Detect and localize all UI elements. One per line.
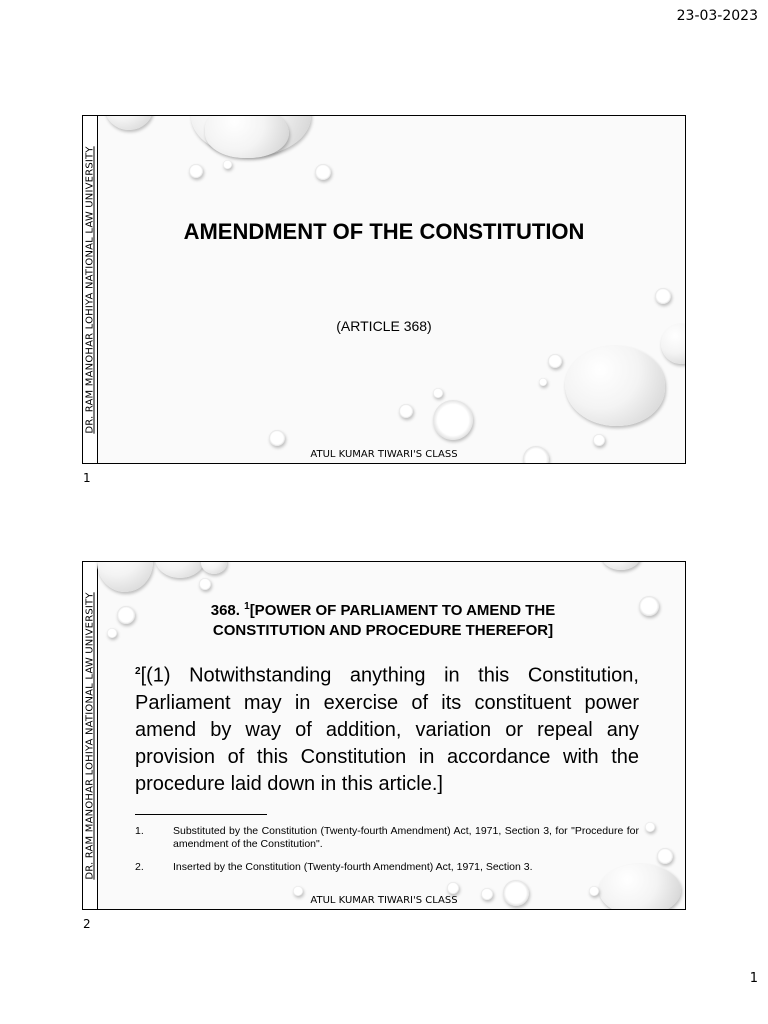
heading-line-1: [POWER OF PARLIAMENT TO AMEND THE	[249, 602, 556, 619]
article-number: 368.	[210, 602, 245, 619]
footnote-ref-1: 1	[244, 601, 250, 612]
footnote-number: 2.	[135, 861, 144, 873]
water-drop	[657, 848, 673, 864]
page-number: 1	[749, 971, 758, 986]
slide-number: 2	[83, 917, 91, 931]
water-drop	[601, 561, 641, 570]
water-drop	[639, 596, 659, 616]
slide-1	[82, 115, 686, 464]
footnote	[135, 861, 639, 874]
slide-footer: ATUL KUMAR TIWARI'S CLASS	[310, 895, 458, 906]
water-drop	[223, 160, 232, 169]
water-drop	[107, 628, 117, 638]
side-university-label: DR. RAM MANOHAR LOHIYA NATIONAL LAW UNIVERSITY	[83, 562, 98, 909]
water-drop	[433, 388, 443, 398]
footnote-number: 1.	[135, 825, 144, 837]
water-drop	[315, 164, 331, 180]
article-heading	[143, 597, 623, 641]
water-drop	[433, 400, 473, 440]
water-drop	[593, 434, 605, 446]
water-drop	[539, 378, 547, 386]
footnote-ref-2: 2	[135, 666, 141, 677]
print-date: 23-03-2023	[676, 8, 758, 24]
water-drop	[201, 561, 227, 574]
article-clause-1	[135, 658, 639, 798]
water-drop	[645, 822, 655, 832]
footnote-divider	[135, 814, 267, 815]
slide-footer: ATUL KUMAR TIWARI'S CLASS	[310, 449, 458, 460]
slide-subtitle: (ARTICLE 368)	[336, 318, 432, 334]
water-drop	[399, 404, 413, 418]
water-drop	[189, 164, 203, 178]
slide-title: AMENDMENT OF THE CONSTITUTION	[183, 219, 585, 244]
water-drop	[269, 430, 285, 446]
water-drop	[199, 578, 211, 590]
water-drop	[105, 115, 153, 130]
water-drop	[117, 606, 135, 624]
water-drop	[655, 288, 671, 304]
footnote-text: Inserted by the Constitution (Twenty-fourth Amendment) Act, 1971, Section 3.	[173, 861, 533, 873]
footnote	[135, 825, 639, 851]
water-drop	[548, 354, 562, 368]
water-drop	[447, 882, 459, 894]
water-drop	[97, 561, 153, 592]
heading-line-2: CONSTITUTION AND PROCEDURE THEREFOR]	[212, 622, 554, 639]
slide-number: 1	[83, 471, 91, 485]
water-drop	[155, 561, 205, 578]
footnote-text: Substituted by the Constitution (Twenty-fourth Amendment) Act, 1971, Section 3, for "Procedure for amendment of the Constitution".	[173, 825, 639, 850]
clause-text: [(1) Notwithstanding anything in this Constitution, Parliament may in exercise of its constituent power amend by way of addition, variation or repeal any provision of this Constitution in accordance with the procedure laid down in this article.]	[135, 664, 639, 795]
water-drop	[565, 346, 665, 426]
slide-2	[82, 561, 686, 910]
side-university-label: DR. RAM MANOHAR LOHIYA NATIONAL LAW UNIVERSITY	[83, 116, 98, 463]
